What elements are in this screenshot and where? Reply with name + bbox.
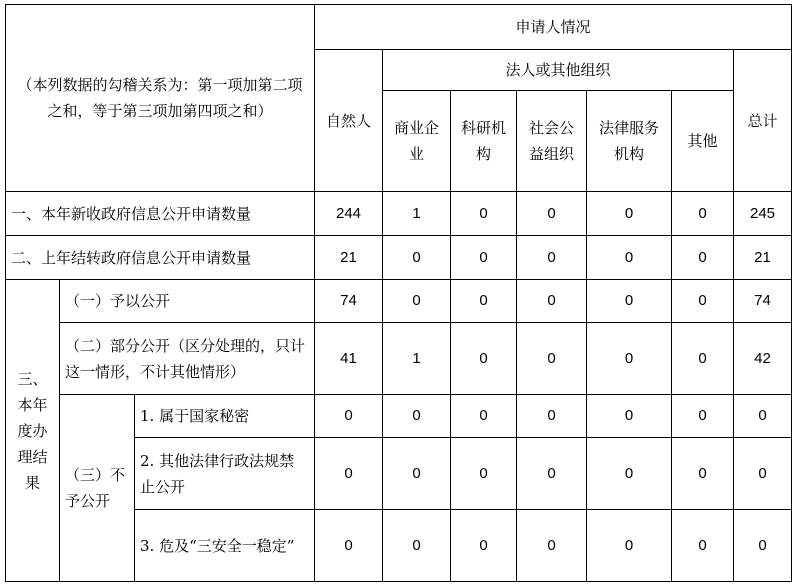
cell-value: 0 xyxy=(451,323,517,395)
cell-value: 74 xyxy=(734,280,792,323)
research-header: 科研机构 xyxy=(451,91,517,192)
row-label-state-secret: 1. 属于国家秘密 xyxy=(135,395,315,438)
cell-value: 0 xyxy=(383,438,451,510)
cell-value: 0 xyxy=(451,192,517,236)
disclosure-stats-table xyxy=(5,4,792,582)
cell-value: 42 xyxy=(734,323,792,395)
cell-value: 0 xyxy=(587,236,672,280)
cell-value: 0 xyxy=(587,438,672,510)
cell-value: 1 xyxy=(383,323,451,395)
cell-value: 0 xyxy=(315,510,383,582)
not-disclosed-label: （三）不予公开 xyxy=(60,395,135,582)
cell-value: 21 xyxy=(734,236,792,280)
cell-value: 0 xyxy=(734,395,792,438)
cell-value: 0 xyxy=(451,280,517,323)
cell-value: 0 xyxy=(672,323,734,395)
cell-value: 0 xyxy=(672,438,734,510)
cell-value: 0 xyxy=(517,192,587,236)
cell-value: 0 xyxy=(517,280,587,323)
cell-value: 0 xyxy=(734,510,792,582)
cell-value: 21 xyxy=(315,236,383,280)
checksum-note: （本列数据的勾稽关系为：第一项加第二项之和，等于第三项加第四项之和） xyxy=(6,5,315,192)
row-label-prohibited-by-law: 2. 其他法律行政法规禁止公开 xyxy=(135,438,315,510)
other-header: 其他 xyxy=(672,91,734,192)
row-label-new-requests: 一、本年新收政府信息公开申请数量 xyxy=(6,192,315,236)
cell-value: 41 xyxy=(315,323,383,395)
cell-value: 0 xyxy=(672,192,734,236)
cell-value: 0 xyxy=(672,236,734,280)
cell-value: 0 xyxy=(383,395,451,438)
cell-value: 0 xyxy=(587,192,672,236)
cell-value: 0 xyxy=(672,510,734,582)
cell-value: 0 xyxy=(383,280,451,323)
cell-value: 0 xyxy=(672,395,734,438)
cell-value: 0 xyxy=(517,395,587,438)
cell-value: 0 xyxy=(383,510,451,582)
public-welfare-header: 社会公益组织 xyxy=(517,91,587,192)
cell-value: 0 xyxy=(451,236,517,280)
cell-value: 0 xyxy=(517,323,587,395)
table-row xyxy=(6,192,792,236)
section3-label: 三、本年度办理结果 xyxy=(6,280,60,582)
cell-value: 1 xyxy=(383,192,451,236)
row-label-carried-over: 二、上年结转政府信息公开申请数量 xyxy=(6,236,315,280)
cell-value: 0 xyxy=(517,438,587,510)
cell-value: 0 xyxy=(383,236,451,280)
table-row xyxy=(6,236,792,280)
cell-value: 0 xyxy=(587,395,672,438)
cell-value: 0 xyxy=(734,438,792,510)
cell-value: 0 xyxy=(587,280,672,323)
cell-value: 244 xyxy=(315,192,383,236)
cell-value: 74 xyxy=(315,280,383,323)
commercial-header: 商业企业 xyxy=(383,91,451,192)
cell-value: 0 xyxy=(315,438,383,510)
cell-value: 0 xyxy=(517,236,587,280)
total-header: 总计 xyxy=(734,50,792,192)
cell-value: 0 xyxy=(587,323,672,395)
cell-value: 0 xyxy=(315,395,383,438)
table-row xyxy=(6,395,792,438)
cell-value: 0 xyxy=(587,510,672,582)
cell-value: 0 xyxy=(517,510,587,582)
legal-service-header: 法律服务机构 xyxy=(587,91,672,192)
cell-value: 0 xyxy=(672,280,734,323)
legal-entity-header: 法人或其他组织 xyxy=(383,50,734,91)
natural-person-header: 自然人 xyxy=(315,50,383,192)
row-label-three-safety: 3. 危及“三安全一稳定” xyxy=(135,510,315,582)
table-row xyxy=(6,280,792,323)
row-label-partial: （二）部分公开（区分处理的，只计这一情形，不计其他情形） xyxy=(60,323,315,395)
cell-value: 245 xyxy=(734,192,792,236)
cell-value: 0 xyxy=(451,395,517,438)
applicant-header: 申请人情况 xyxy=(315,5,792,50)
cell-value: 0 xyxy=(451,510,517,582)
row-label-disclosed: （一）予以公开 xyxy=(60,280,315,323)
table-row xyxy=(6,323,792,395)
cell-value: 0 xyxy=(451,438,517,510)
